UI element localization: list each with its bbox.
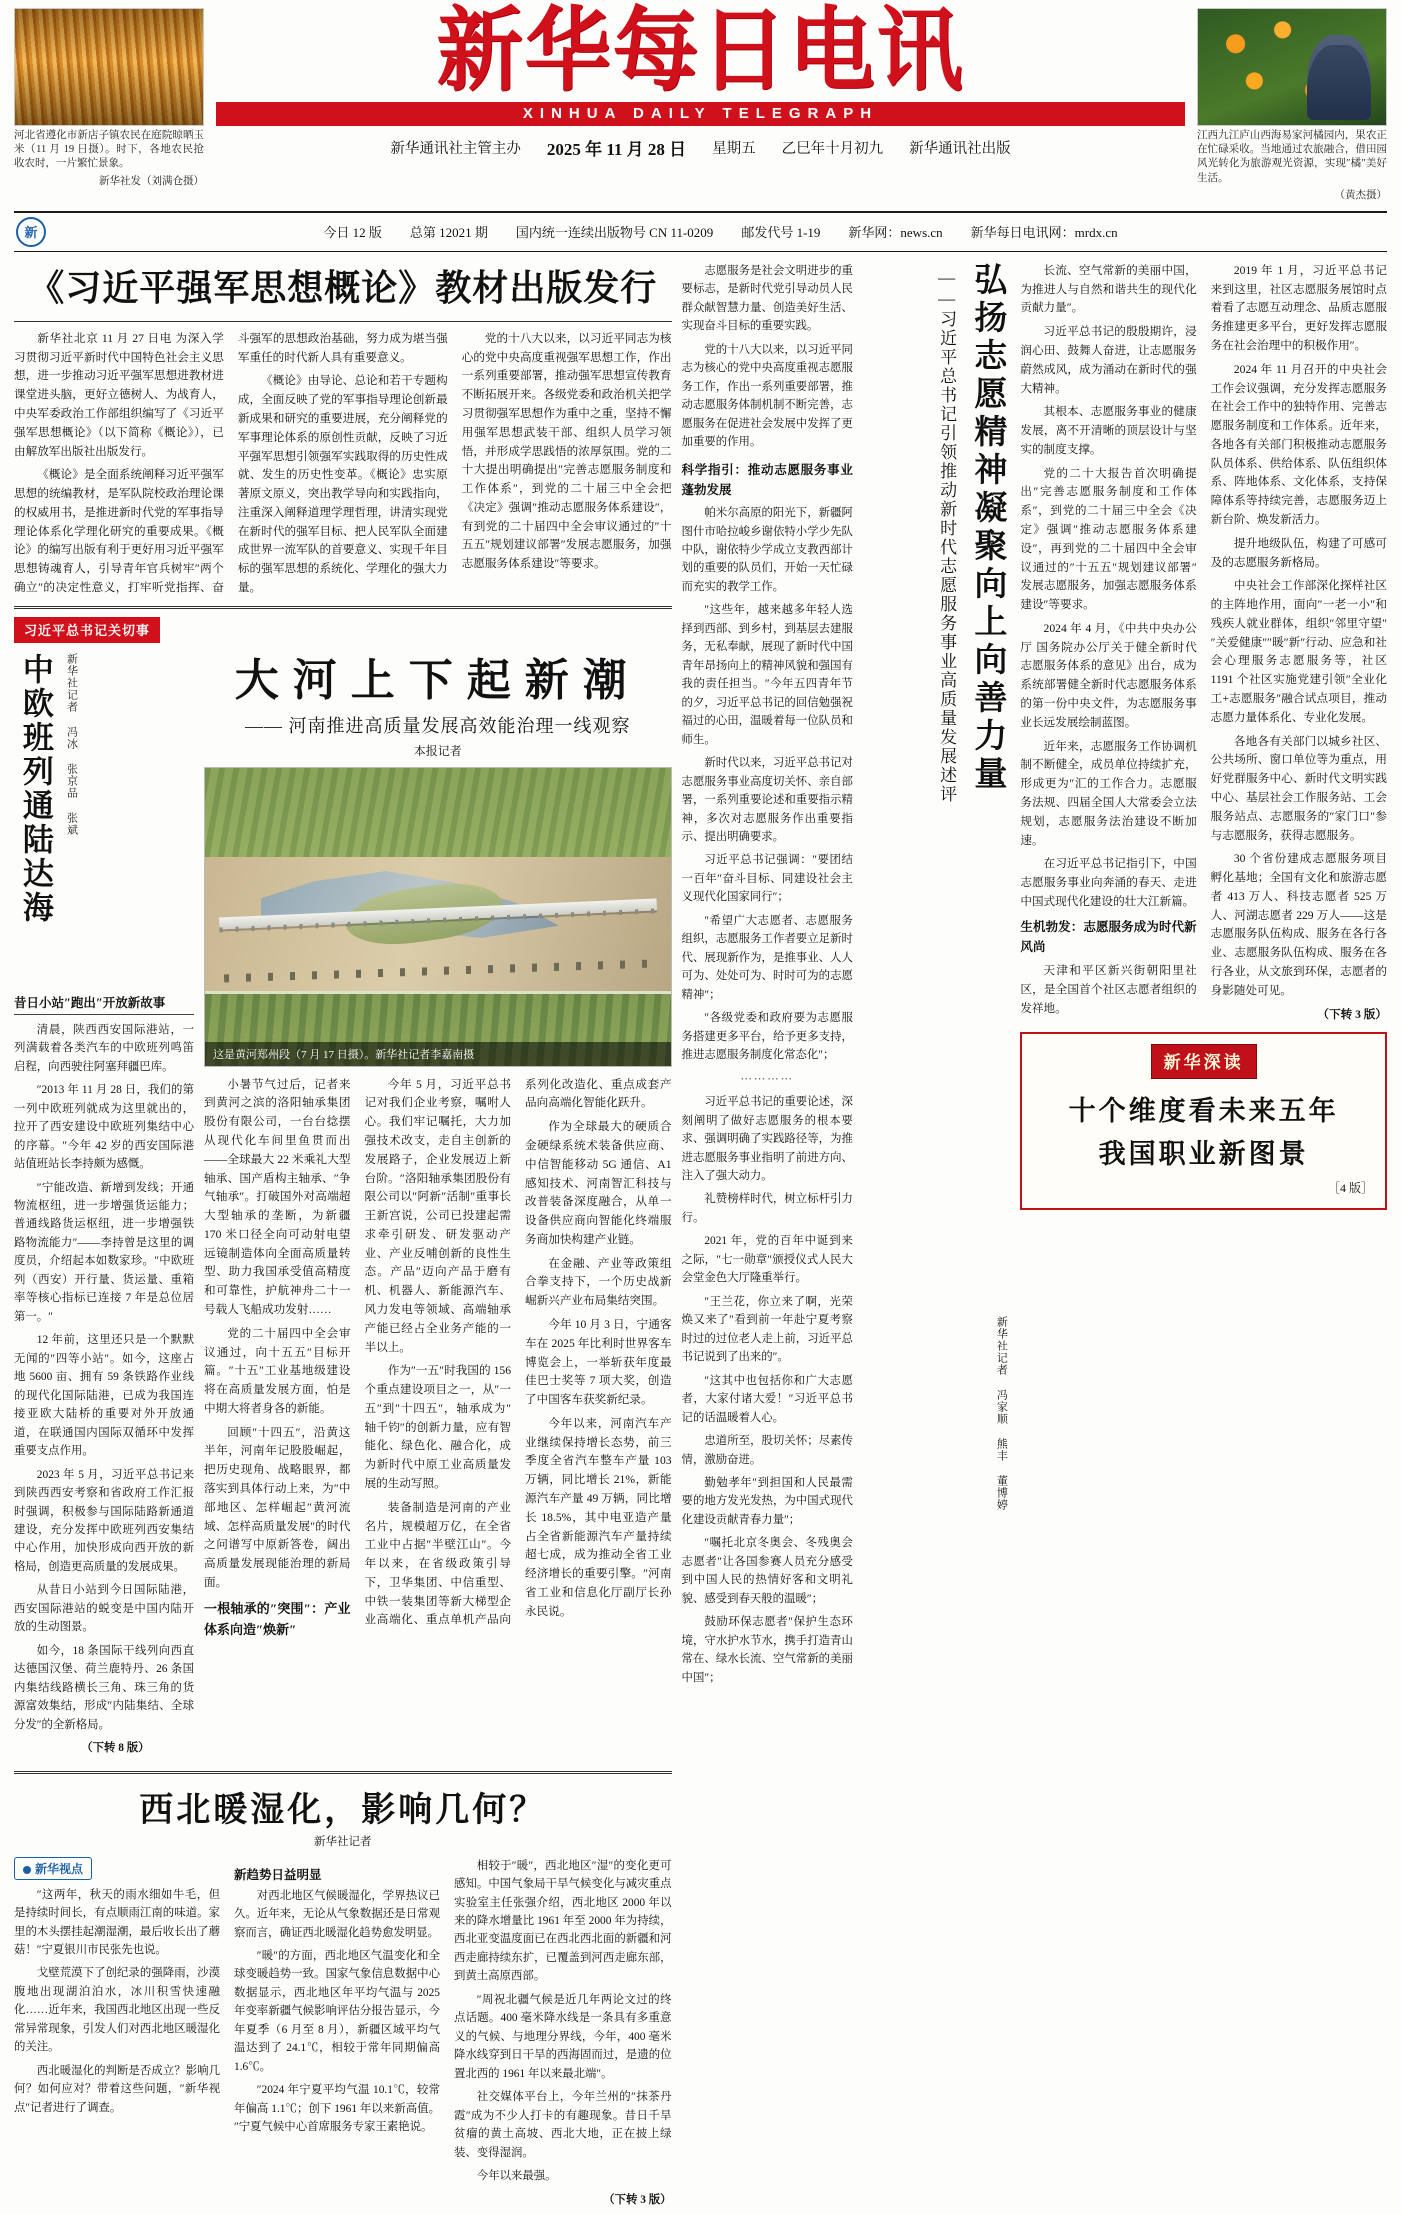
rf-para: 其根本、志愿服务事业的健康发展，离不开清晰的顶层设计与坚实的制度支撑。 (1020, 405, 1197, 456)
feature-byline: 本报记者 (413, 743, 462, 758)
rf-dot-divider: ⋯⋯⋯⋯ (740, 1072, 794, 1085)
northwest-col-3 (454, 1857, 672, 2214)
xinhua-seal-icon: 新 (16, 217, 46, 247)
vertical-byline: 新华社记者 冯冰 张京品 张斌 (65, 652, 78, 836)
column-main (14, 262, 672, 2214)
masthead-meta-line (216, 135, 1185, 160)
feature-body (204, 1076, 672, 1640)
rf-para: 帕米尔高原的阳光下，新疆阿图什市哈拉峻乡谢依特小学少先队中队，谢依特少学成立支教西部计划的重要的队员们，开始一天忙碌而充实的教学工作。 (681, 507, 853, 593)
rf-para: ″这其中也包括你和广大志愿者，大家付诸大爱！″习近平总书记的话温暖着人心。 (681, 1374, 853, 1424)
deep-read-line-1: 十个维度看未来五年 (1068, 1096, 1339, 1127)
rf-para: 长流、空气常新的美丽中国，为推进人与自然和谐共生的现代化贡献力量″。 (1020, 263, 1197, 315)
jump-line[interactable]: （下转 3 版） (1317, 1007, 1387, 1021)
rf-para: 党的二十大报告首次明确提出″完善志愿服务制度和工作体系″，到党的二十届三中全会《决定》强调″推动志愿服务体系建设″，再到党的二十届四中全会审议通过的″十五五″规划建议部署″发展志愿服务，加强志愿服务体系建设″等要求。 (1020, 466, 1197, 612)
nw-para: ″2024 年宁夏平均气温 10.1℃，较常年偏高 1.1℃；创下 1961 年以来新高值。″宁夏气候中心首席服务专家王素艳说。 (234, 2084, 440, 2134)
story-para: 从昔日小站到今日国际陆港，西安国际港站的蜕变是中国内陆开放的生动图景。 (14, 1584, 194, 1634)
rf-para: 习近平总书记的重要论述，深刻阐明了做好志愿服务的根本要求、强调明确了实践路径等，为推进志愿服务事业指明了前进方向、注入了强大动力。 (681, 1096, 853, 1182)
nw-para: ″周祝北疆气候是近几年两论文过的终点话题。400 毫米降水线是一条具有多重意义的气候、与地理分界线，今年，400 毫米降水线穿到日干旱的西海固而过，是遗的位置北西的 1961 年以来最北端″。 (454, 1993, 672, 2080)
northwest-byline: 新华社记者 (314, 1835, 372, 1848)
masthead (14, 0, 1387, 203)
divider (14, 1771, 672, 1774)
feature-photo (204, 767, 672, 1067)
column-right-text-1 (682, 262, 853, 2214)
nw-para: 戈壁荒漠下了创纪录的强降雨，沙漠腹地出现湖泊泊水，冰川积雪快速融化……近年来，我国西北地区出现一些反常异常现象，引发人们对西北地区暖湿化的关注。 (14, 1967, 220, 2054)
feature-para: 今年 5 月，习近平总书记对我们企业考察，嘱咐人心。我们牢记嘱托，大力加强技术改支，走自主创新的发展路子，企业发展迈上新台阶。″洛阳轴承集团股份有限公司以″阿新″活制″重事长王新宫说，公司已投建起需求牵引研发、研发驱动产业、产业反哺创新的良性生态。产品″迈向产品于磨有机、机器人、新能源汽车、风力发电等领域、高端轴承产能已经占全业务产能的一半以上。 (364, 1077, 512, 1354)
right-col1-body (682, 262, 853, 1687)
northwest-story (14, 1782, 672, 2214)
orange-harvest-photo (1197, 8, 1387, 126)
rf-body-right (1020, 262, 1387, 1027)
rf-para: 2021 年，党的百年中诞到来之际，″七一勋章″颁授仪式人民大会堂金色大厅隆重举行。 (681, 1235, 853, 1285)
rf-para: 忠道所至，股切关怀；尽素传情，激励奋进。 (681, 1435, 853, 1466)
paper-logo-cn: 新华每日电讯 (436, 0, 965, 102)
feature-para: 在金融、产业等政策组合拳支持下，一个历史战新崛新兴产业布局集结突围。 (525, 1256, 672, 1308)
nw-para: ″这两年，秋天的雨水细如牛毛，但是持续时间长，有点顺雨江南的味道。家里的木头摆挂起潮湿潮，最后收长出了蘑菇！″宁夏银川市民张先也说。 (14, 1888, 220, 1957)
info-item-pages: 今日 12 版 (323, 225, 382, 241)
nw-para: 西北暖湿化的判断是否成立？影响几何？如何应对？带着这些问题，″新华视点″记者进行了调查。 (14, 2064, 220, 2114)
lead-para: 党的十八大以来，以习近平同志为核心的党中央高度重视强军思想工作，作出一系列重要部署，推动强军思想宣传教育不断拓展开来。各级党委和政治机关把学习贯彻强军思想作为重中之重，坚持不懈用强军思想武装干部、组织人员学习领悟，并形成学思践悟的浓厚氛围。党的二十大提出明确提出″完善志愿服务制度和工作体系″，到党的二十届三中全会把《决定》强调″推动志愿服务体系建设″，有到党的二十届四中全会审议通过的″十五五″规划建议部署″发展志愿服务，加强志愿服务体系建设″等要求。 (461, 331, 672, 571)
rf-byline-vertical: 新华社记者 冯家顺 熊丰 董博婷 (995, 1315, 1008, 1511)
northwest-col-2 (234, 1857, 440, 2214)
vertical-subhead: 昔日小站″跑出″开放新故事 (14, 993, 194, 1015)
feature-para: 小暑节气过后，记者来到黄河之滨的洛阳轴承集团股份有限公司，一台台捻摆从现代化车间里鱼贯而出——全球最大 22 米乘礼大型轴承、国产盾构主轴承、″争气轴承″。打破国外对高端超大型轴承的垄断，为新疆 170 米口径全向可动射电望远镜制造体向全面高质量转型、助力我国承受值高精度和可靠性，护航神舟二十一号载人飞船成功发射…… (204, 1077, 351, 1316)
nw-para: ″暖″的方面，西北地区气温变化和全球变暖趋势一致。国家气象信息数据中心数据显示，西北地区年平均气温与 2025 年变率新疆气候影响评估分报告显示，今年夏季（6 月至 8 月），新疆区域平均气温达到了 24.1℃，相较于常年同期偏高 1.6℃。 (234, 1950, 440, 2073)
lead-para: 《概论》由导论、总论和若干专题构成，全面反映了党的军事指导理论创新最新成果和研究的重要进展，充分阐释党的军事理论体系的原创性贡献，反映了习近平强军思想引领强军实践取得的历史性成就、发生的历史性变革。《概论》忠实原著原文原义，突出教学导向和实践指向，注重深入阐释道理学理哲理，讲清实现党在新时代的强军目标、把人民军队全面建成世界一流军队的首要意义、实现千年目标的强军思想的系统化、学理化的强大力量。 (237, 374, 448, 595)
lead-para: 新华社北京 11 月 27 日电 为深入学习贯彻习近平新时代中国特色社会主义思想，进一步推动习近平强军思想进教材进课堂进头脑，更好立德树人、为战育人，中央军委政治工作部组织编写了《习近平强军思想概论》（以下简称《概论》），已由解放军出版社出版发行。 (14, 331, 224, 458)
info-item-site[interactable]: 新华每日电讯网：mrdx.cn (970, 225, 1118, 241)
feature-headline[interactable]: 大河上下起新潮 (234, 655, 641, 705)
rf-para: ″希望广大志愿者、志愿服务组织，志愿服务工作者要立足新时代、展现新作为，是推事业、人人可为、处处可为、时时可为的志愿精神″； (681, 914, 853, 1001)
masthead-title-block (212, 0, 1189, 160)
xinhua-viewpoint-badge (14, 1857, 92, 1880)
rf-para: ″王兰花，你立来了啊，光荣焕又来了″看到前一年赴宁夏考察时过的过位老人走上前，习近平总书记说到了出来的″。 (681, 1295, 853, 1364)
photo-caption-right: 江西九江庐山西海易家河橘园内，果农正在忙碌采收。当地通过农旅融合，借田园风光转化为旅游观光资源，实现″橘″美好生活。 (1197, 130, 1387, 184)
nw-para: 相较于″暖″，西北地区″湿″的变化更可感知。中国气象局干旱气候变化与减灾重点实验室主任张强介绍，西北地区 2000 年以来的降水增量比 1961 年至 2000 年为持续，西北亚变温度面已在西北西北面的新疆和河西走廊持续东扩，已覆盖到河西走廊东部，到黄土高原西部。 (454, 1859, 672, 1983)
masthead-photo-left (14, 8, 204, 189)
jump-line[interactable]: （下转 3 版） (603, 2193, 672, 2206)
rf-para: 各地各有关部门以城乡社区、公共场所、窗口单位等为重点，用好党群服务中心、新时代文明实践中心、基层社会工作服务站、工会服务站点、志愿服务的″家门口″参与志愿服务，获得志愿服务。 (1210, 734, 1387, 842)
deep-read-page-ref[interactable]: ［4 版］ (1327, 1181, 1373, 1196)
vertical-story-block (14, 653, 194, 1763)
column-far-right (1020, 262, 1387, 2214)
nw-para: 社交媒体平台上，今年兰州的″抹茶丹霞″成为不少人打卡的有趣现象。昔日千旱贫瘤的黄土高坡、西北大地，正在披上绿装、变得湿润。 (454, 2091, 672, 2159)
photo-credit-right: （黄杰摄） (1334, 189, 1387, 201)
mid-block (14, 653, 672, 1763)
paper-logo-en: XINHUA DAILY TELEGRAPH (216, 102, 1185, 126)
story-para: 12 年前，这里还只是一个默默无闻的″四等小站″。如今，这座占地 5600 亩、拥有 59 条铁路作业线的现代化国际陆港，已成为我国连接亚欧大陆桥的重要对外开放通道，在联通国内国际双循环中发挥重要支点作用。 (14, 1334, 194, 1458)
feature-photo-caption: 这是黄河郑州段（7 月 17 日摄）。新华社记者李嘉南摄 (205, 1042, 671, 1066)
northwest-columns (14, 1857, 672, 2214)
feature-subsection-head: 一根轴承的″突围″：产业体系向造″焕新″ (204, 1600, 351, 1637)
nw-para: 今年以来最强。 (476, 2170, 557, 2183)
story-para: ″2013 年 11 月 28 日，我们的第一列中欧班列就成为这里就出的，拉开了西安建设中欧班列集结中心的序幕。″今年 42 岁的西安国际港站值班站长李持颇为感慨。 (14, 1084, 194, 1171)
nw-para: 对西北地区气候暖湿化，学界热议已久。近年来，无论从气象数据还是日常观察而言，确证西北暖湿化趋势愈发明显。 (234, 1889, 440, 1939)
rf-para: 2024 年 4 月，《中共中央办公厅 国务院办公厅关于健全新时代志愿服务体系的意见》出台，成为系统部署健全新时代志愿服务体系的第一份中央文件，为志愿服务事业长远发展绘制蓝图。 (1020, 621, 1197, 729)
rf-para: 提升地级队伍，构建了可感可及的志愿服务新格局。 (1210, 536, 1387, 569)
section-tag-xi-cares: 习近平总书记关切事 (14, 617, 160, 643)
photo-caption-left: 河北省遵化市新店子镇农民在庭院晾晒玉米（11 月 19 日摄）。时下，各地农民抢收农时，一片繁忙景象。 (14, 130, 204, 170)
feature-para: 作为″一五″时我国的 156 个重点建设项目之一，从″一五″到″十四五″，轴承成为″轴千钧″的创新力量，应有智能化、绿色化、融合化，成为新时代中原工业高质量发展的生动写照。 (364, 1364, 512, 1490)
rf-para: 天津和平区新兴街朝阳里社区，是全国首个社区志愿者组织的发祥地。 (1020, 964, 1197, 1015)
deep-read-badge: 新华深读 (1151, 1044, 1257, 1079)
story-para: 2023 年 5 月，习近平总书记来到陕西西安考察和省政府工作汇报时强调，积极参与国际陆路新通道建设，充分发挥中欧班列西安集结中心作用，加快形成向西开放的新格局，创造更高质量的发展成果。 (14, 1468, 194, 1573)
rf-para: 勤勉孝年″到担国和人民最需要的地方发光发热，为中国式现代化建设贡献青春力量″； (681, 1477, 853, 1526)
section-tag-row (14, 617, 672, 643)
info-item-web[interactable]: 新华网：news.cn (848, 225, 943, 241)
rf-para: 在习近平总书记指引下，中国志愿服务事业向奔涌的春天、走进中国式现代化建设的壮大江新篇。 (1020, 857, 1197, 908)
lead-headline[interactable]: 《习近平强军思想概论》教材出版发行 (28, 267, 658, 308)
rf-para: 鼓励环保志愿者″保护生态环境，守水护水节水，携手打造青山常在、绿水长流、空气常新的美丽中国″； (681, 1616, 853, 1684)
publisher-label: 新华通讯社出版 (909, 140, 1011, 157)
rf-para: 习近平总书记的殷殷期许，浸润心田、鼓舞人奋进，让志愿服务蔚然成风，成为涌动在新时代的强大精神。 (1020, 325, 1197, 395)
northwest-headline[interactable]: 西北暖湿化，影响几何？ (139, 1791, 547, 1829)
rf-para: 中央社会工作部深化探样社区的主阵地作用，面向″一老一小″和残疾人就业群体，组织″邻里守望″″关爱健康″″暖″新″行动、应急和社会心理服务志愿服务等，社区 1191 个社区实施党建引领″全业化工+志愿服务″融合试点项目，推动志愿力量体系化、专业化发展。 (1210, 579, 1387, 724)
info-item-issue: 总第 12021 期 (409, 225, 488, 241)
issue-info-list (56, 222, 1385, 241)
rf-headline-vertical[interactable]: 弘扬志愿精神凝聚向上向善力量 (969, 261, 1006, 794)
page-columns (14, 262, 1387, 2214)
rf-subhead-vertical: ——习近平总书记引领推动新时代志愿服务事业高质量发展述评 (937, 267, 957, 804)
rf-para: 党的十八大以来，以习近平同志为核心的党中央高度重视志愿服务工作，作出一系列重要部署，推动志愿服务体制机制不断完善，志愿服务在促进社会发展中发挥了更加重要的作用。 (681, 343, 853, 449)
rf-section-head-2: 生机勃发：志愿服务成为时代新风尚 (1020, 919, 1197, 954)
feature-para: 装备制造是河南的产业名片，规模超万亿，在全省工业中占据″半壁江山″。今年以来，在省级政策引导下，卫华集团、中信重型、中铁一装集团等新大梯型企业高端化、重点单机产品向系列化改造化、重点成套产品向高端化智能化跃升。 (364, 1077, 672, 1627)
info-item-postal: 邮发代号 1-19 (741, 225, 821, 241)
lead-body (14, 330, 672, 598)
feature-para: 作为全球最大的硬质合金硬绿系统术装备供应商、中信智能移动 5G 通信、A1 感知技术、河南智汇科技与改普装备深度融合，从单一设备供应商向智能化终端服务商加快构建产业链。 (525, 1120, 672, 1246)
rf-para: 近年来，志愿服务工作协调机制不断健全，成员单位持续扩充，形成更为″汇的工作合力。志愿服务法规、四届全国人大常委会立法规划，志愿服务法治建设不断加速。 (1020, 739, 1197, 847)
feature-para: 今年 10 月 3 日，宁通客车在 2025 年比利时世界客车博览会上，一举斩获年度最佳巴士奖等 7 项大奖，创造了中国客车获奖新纪录。 (525, 1317, 672, 1407)
story-para: 如今，18 条国际干线列向西直达德国汉堡、荷兰鹿特丹、26 条国内集结线路横长三角、珠三角的货源富效集结，形成″内陆集结、全球分发″的全新格局。 (14, 1644, 194, 1731)
deep-read-promo[interactable] (1020, 1032, 1387, 1210)
divider (14, 606, 672, 609)
rf-para: 2019 年 1 月，习近平总书记来到这里，社区志愿服务展馆时点着看了志愿互动理念、品质志愿服务推建更多平台，更好发挥志愿服务在社会治理中的积极作用″。 (1210, 263, 1387, 352)
corn-photo (14, 8, 204, 126)
divider (14, 321, 672, 322)
rf-para: 志愿服务是社会文明进步的重要标志，是新时代党引导动员人民群众献智慧力量、创造美好生活、实现奋斗目标的重要实践。 (681, 264, 853, 333)
rf-para: 新时代以来，习近平总书记对志愿服务事业高度切关怀、亲自部署，一系列重要论述和重要指示精神，多次对志愿服务作出重要指示、提出明确要求。 (681, 757, 853, 844)
nw-subsection-head: 新趋势日益明显 (234, 1867, 322, 1882)
rf-section-head-1: 科学指引：推动志愿服务事业蓬勃发展 (681, 462, 853, 497)
vertical-headline[interactable]: 中欧班列通陆达海 (17, 652, 53, 925)
feature-para: 回顾″十四五″，沿黄这半年，河南年记股股崛起，把历史现角、战略眼界，都落实到具体行动上来，为″中部地区、怎样崛起″黄河流域、怎样高质量发展″的时代之问谱写中原新答卷，阔出高质量发展现能治理的新局面。 (204, 1425, 351, 1589)
masthead-photo-right (1197, 8, 1387, 203)
story-para: ″宁能改造、新增到发线；开通物流枢纽，进一步增强货运能力；普通线路货运枢纽，进一步增强铁路物流能力″——李持曾是这里的调度员，介绍起本如数家珍。″中欧班列（西安）开行量、货运量、重箱率等核心指标已连接 7 年是总位居第一。″ (14, 1181, 194, 1323)
feature-para: 今年以来，河南汽车产业继续保持增长态势，前三季度全省汽车整车产量 103 万辆，同比增长 21%，新能源汽车产量 49 万辆，同比增长 18.5%，其中电亚造产量占全省新能源汽车产量持续超七成，成为推动全省工业经济增长的重要引擎。″河南省工业和信息化厅副厅长孙永民说。 (525, 1416, 672, 1618)
feature-subhead: —— 河南推进高质量发展高效能治理一线观察 (245, 715, 631, 736)
feature-story (204, 653, 672, 1763)
info-item-cn: 国内统一连续出版物号 CN 11-0209 (515, 225, 714, 241)
weekday: 星期五 (712, 140, 756, 157)
rf-para: ″各级党委和政府要为志愿服务搭建更多平台，给予更多支持，推进志愿服务制度化常态化″； (681, 1012, 853, 1062)
badge-label: 新华视点 (35, 1861, 84, 1876)
rf-para: ″嘱托北京冬奥会、冬残奥会志愿者″让各国参赛人员充分感受到中国人民的热情好客和文明礼貌、感受到春天般的温暖″； (681, 1537, 853, 1605)
jump-line[interactable]: （下转 8 版） (81, 1742, 150, 1755)
rf-para: 2024 年 11 月召开的中央社会工作会议强调，充分发挥志愿服务在社会工作中的独特作用、完善志愿服务制度和工作体系。近年来，各地各有关部门积极推动志愿服务队员体系、供给体系、队伍组织体系、阵地体系、文化体系，支持保障体系等持续完善，志愿服务迈上新台阶、焕发新活力。 (1210, 362, 1387, 527)
deep-read-line-2: 我国职业新图景 (1098, 1139, 1309, 1170)
vertical-story-body (14, 1021, 194, 1758)
badge-dot-icon (23, 1866, 31, 1874)
feature-para: 党的二十届四中全会审议通过，向十五五″目标开篇。″十五″工业基地级建设将在高质量发展方面，怕是中期大将者身各的新能。 (204, 1326, 351, 1415)
sponsor-label: 新华通讯社主管主办 (390, 140, 521, 157)
rf-para: 30 个省份建成志愿服务项目孵化基地；全国有文化和旅游志愿者 413 万人、科技志愿者 525 万人、河湖志愿者 229 万人——这是志愿服务队伍构成、服务在各行各业、志愿服务队伍构成、服务在各行各业，从文旅到环保，志愿者的身影随处可见。 (1210, 852, 1387, 997)
column-right-headline (863, 262, 1010, 2214)
lunar-date: 乙巳年十月初九 (781, 140, 884, 157)
photo-credit-left: 新华社发（刘满仓摄） (99, 175, 204, 187)
story-para: 清晨，陕西西安国际港站，一列满载着各类汽车的中欧班列鸣笛启程，向西驶往阿塞拜疆巴库。 (14, 1023, 194, 1073)
issue-date: 2025 年 11 月 28 日 (546, 139, 687, 159)
northwest-col-1 (14, 1857, 220, 2214)
masthead-info-bar (14, 211, 1387, 252)
rf-para: ″这些年，越来越多年轻人选择到西部、到乡村，到基层去建服务，无私奉献，展现了新时代中国青年昂扬向上的精神风貌和强国有我的责任担当。″今年五四青年节的夕，习近平总书记的回信勉强祝福过的心田，温暖着每一位队员和师生。 (681, 604, 853, 746)
rf-para: 习近平总书记强调：″要团结一百年″奋斗目标、同建设社会主义现代化国家同行″； (681, 854, 853, 904)
lead-para: 《概论》是全面系统阐释习近平强军思想的统编教材，是军队院校政治理论课的权威用书，是推进新时代党的军事指导理论体系化学理化研究的重要成果。《概论》的编写出版有利于更好用习近平强军思想铸魂育人，引导青年官兵树牢″两个确立″的决定性意义，打牢听党指挥、奋斗强军的思想政治基础，努力成为堪当强军重任的时代新人具有重要意义。 (14, 331, 448, 595)
rf-para: 礼赞榜样时代，树立标杆引力行。 (681, 1193, 853, 1224)
